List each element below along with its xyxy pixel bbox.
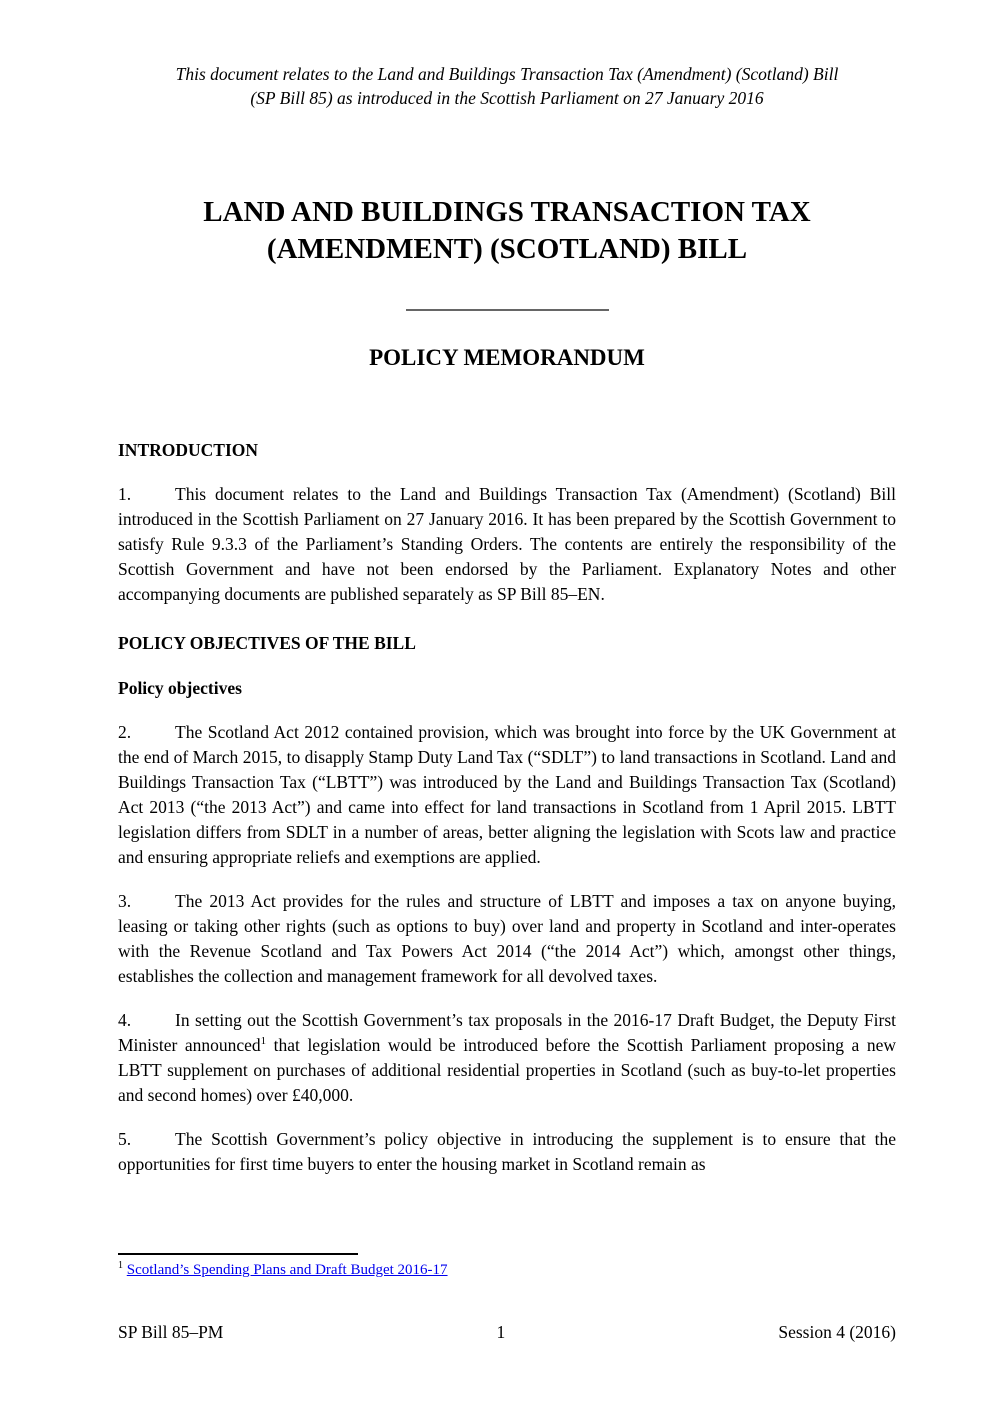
footnote-1-link[interactable]: Scotland’s Spending Plans and Draft Budget 2016-17 xyxy=(126,1262,448,1278)
paragraph-3-text: The 2013 Act provides for the rules and structure of LBTT and imposes a tax on anyone buying, leasing or taking other rights (such as options to buy) over land and property in Scotland and inter-operates with the Revenue Scotland and Tax Powers Act 2014 (“the 2014 Act”) which, amongst other things, establishes the collection and management framework for all devolved taxes. xyxy=(118,891,896,986)
paragraph-1 xyxy=(118,482,896,607)
header-line-1: This document relates to the Land and Buildings Transaction Tax (Amendment) (Scotland) Bill xyxy=(175,64,839,84)
bill-title xyxy=(118,194,896,268)
paragraph-4-text-after-note: that legislation would be introduced before the Scottish Parliament proposing a new LBTT supplement on purchases of additional residential properties in Scotland (such as buy-to-let properties and second homes) over £40,000. xyxy=(118,1035,896,1105)
footer-session-label: Session 4 (2016) xyxy=(778,1322,896,1342)
introduction-heading: INTRODUCTION xyxy=(118,440,259,460)
policy-objectives-subheading: Policy objectives xyxy=(118,678,242,698)
footnote-1-reference: 1 xyxy=(260,1035,267,1048)
paragraph-3-number: 3. xyxy=(118,891,132,911)
paragraph-4-number: 4. xyxy=(118,1010,132,1030)
page-footer xyxy=(118,1320,896,1345)
paragraph-3 xyxy=(118,889,896,989)
document-relates-note xyxy=(118,62,896,110)
footnote-1-marker: 1 xyxy=(118,1260,123,1271)
footnote-area xyxy=(118,1253,448,1280)
paragraph-5 xyxy=(118,1127,896,1177)
paragraph-5-number: 5. xyxy=(118,1129,132,1149)
footer-bill-reference: SP Bill 85–PM xyxy=(118,1322,224,1342)
paragraph-2-text: The Scotland Act 2012 contained provision, which was brought into force by the UK Government at the end of March 2015, to disapply Stamp Duty Land Tax (“SDLT”) to land transactions in Scotland. Land and Buildings Transaction Tax (“LBTT”) was introduced by the Land and Buildings Transaction Tax (Scotland) Act 2013 (“the 2013 Act”) and came into effect for land transactions in Scotland from 1 April 2015. LBTT legislation differs from SDLT in a number of areas, better aligning the legislation with Scots law and practice and ensuring appropriate reliefs and exemptions are applied. xyxy=(118,722,896,867)
title-divider-rule xyxy=(406,309,609,311)
paragraph-4-text-before-note: In setting out the Scottish Government’s tax proposals in the 2016-17 Draft Budget, the Deputy First Minister announced xyxy=(118,1010,896,1055)
footnote-1 xyxy=(118,1260,448,1280)
bill-title-line-1: LAND AND BUILDINGS TRANSACTION TAX xyxy=(203,196,811,228)
footer-page-number: 1 xyxy=(496,1322,506,1342)
paragraph-4 xyxy=(118,1008,896,1108)
bill-title-line-2: (AMENDMENT) (SCOTLAND) BILL xyxy=(266,233,748,265)
paragraph-1-number: 1. xyxy=(118,484,132,504)
paragraph-2 xyxy=(118,720,896,870)
paragraph-5-text: The Scottish Government’s policy objective in introducing the supplement is to ensure that the opportunities for first time buyers to enter the housing market in Scotland remain as xyxy=(118,1129,896,1174)
policy-memorandum-heading: POLICY MEMORANDUM xyxy=(369,345,645,370)
footnote-separator-rule xyxy=(118,1253,358,1255)
policy-objectives-heading: POLICY OBJECTIVES OF THE BILL xyxy=(118,633,416,653)
paragraph-2-number: 2. xyxy=(118,722,132,742)
paragraph-1-text: This document relates to the Land and Buildings Transaction Tax (Amendment) (Scotland) Bill introduced in the Scottish Parliament on 27 January 2016. It has been prepared by the Scottish Government to satisfy Rule 9.3.3 of the Parliament’s Standing Orders. The contents are entirely the responsibility of the Scottish Government and have not been endorsed by the Parliament. Explanatory Notes and other accompanying documents are published separately as SP Bill 85–EN. xyxy=(118,484,896,604)
header-line-2: (SP Bill 85) as introduced in the Scottish Parliament on 27 January 2016 xyxy=(250,88,764,108)
